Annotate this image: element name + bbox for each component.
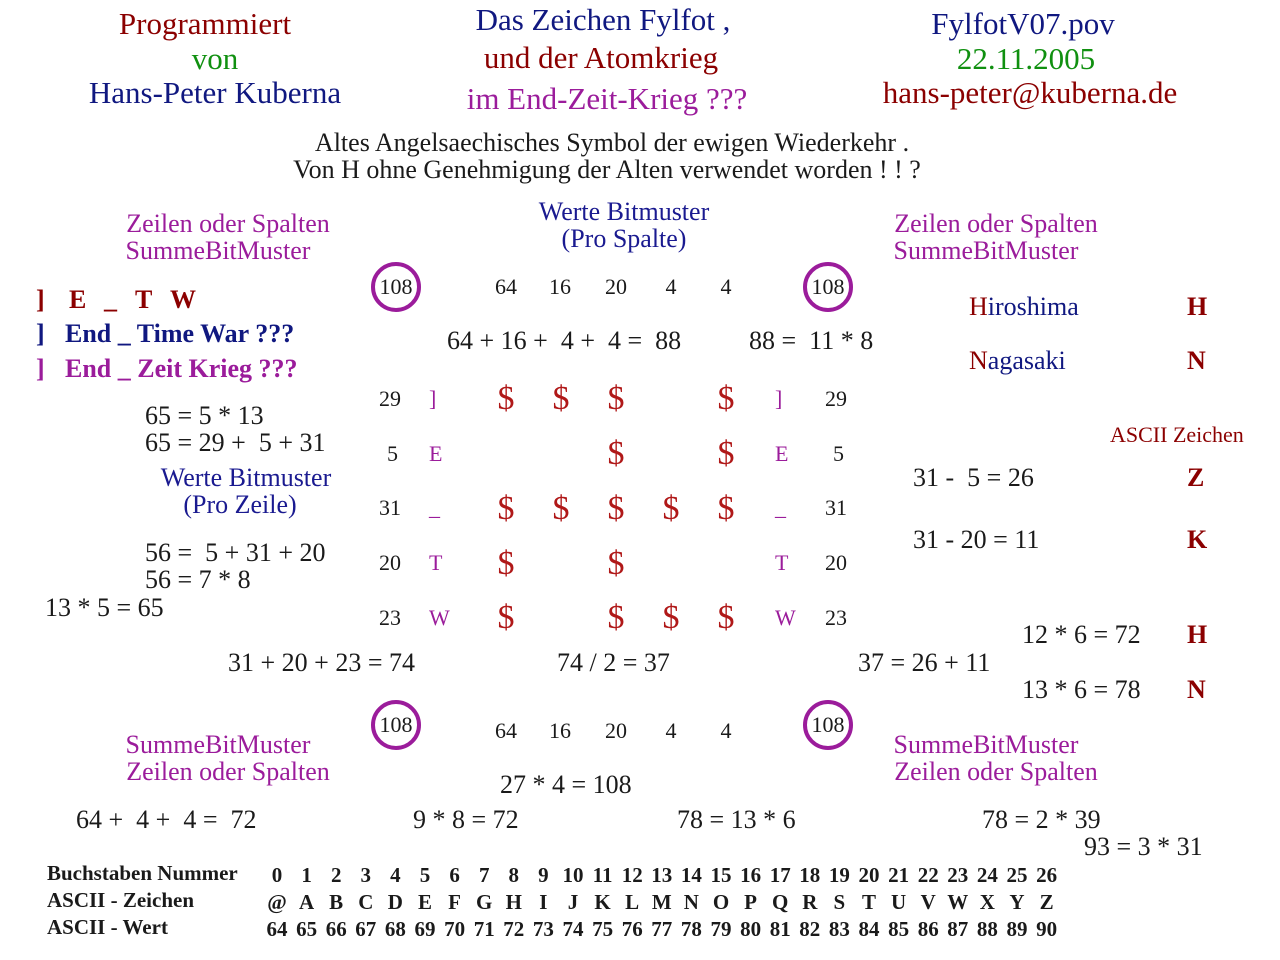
fylfot-dollar-cell: $ [607,545,625,582]
row-char-right: ] [775,386,783,411]
header-von: von [191,41,239,76]
ascii-value-cell: 89 [1006,917,1028,941]
label-zeilen-spalten-br: Zeilen oder Spalten [894,757,1098,786]
ascii-value-cell: 84 [858,917,880,941]
eq-9-8: 9 * 8 = 72 [413,805,519,834]
ascii-number-cell: 23 [947,863,969,887]
eq-93-3: 93 = 3 * 31 [1084,832,1203,861]
ascii-value-cell: 78 [680,917,702,941]
fylfot-dollar-cell: $ [497,490,515,527]
sum-circle-bottom-right [803,700,853,750]
ascii-char-cell: B [329,890,344,914]
fylfot-dollar-cell: $ [662,599,680,636]
fylfot-dollar-cell: $ [717,490,735,527]
hiroshima-initial: H [969,292,988,321]
column-sum-factor: 88 = 11 * 8 [749,326,874,355]
intro-line-1: Altes Angelsaechisches Symbol der ewigen Wiederkehr . [314,128,910,157]
ascii-number-cell: 10 [562,863,584,887]
ascii-value-cell: 83 [828,917,850,941]
label-zeilen-spalten-tr: Zeilen oder Spalten [894,209,1098,238]
intro-line-2: Von H ohne Genehmigung der Alten verwendet worden ! ! ? [293,155,921,184]
sum-circle-value: 108 [379,274,413,299]
h-eq: 12 * 6 = 72 [1022,620,1141,649]
column-value-top: 4 [665,274,677,299]
ascii-number-cell: 19 [828,863,850,887]
ascii-char-cell: Y [1009,890,1025,914]
ascii-number-cell: 14 [680,863,702,887]
n-letter: N [1187,675,1206,704]
header-title: Das Zeichen Fylfot , [475,2,731,37]
row-char-left: T [429,550,443,575]
row-char-left: E [429,441,443,466]
label-pro-zeile: (Pro Zeile) [183,490,297,519]
ascii-number-cell: 4 [390,863,401,887]
column-value-top: 4 [720,274,732,299]
ascii-char-cell: R [802,890,818,914]
row-value-left: 31 [379,495,401,520]
row-value-left: 20 [379,550,401,575]
row-char-left: ] [429,386,437,411]
column-sum: 64 + 16 + 4 + 4 = 88 [447,326,682,355]
ascii-value-cell: 80 [740,917,762,941]
ascii-value-cell: 66 [325,917,347,941]
z-letter: Z [1187,463,1205,492]
ascii-value-cell: 69 [414,917,436,941]
column-value-bottom: 20 [605,718,627,743]
ascii-number-cell: 7 [478,863,490,887]
ascii-char-cell: W [947,890,969,914]
ascii-value-cell: 68 [384,917,406,941]
ascii-value-cell: 79 [710,917,732,941]
label-ascii-zeichen: ASCII Zeichen [1110,422,1244,447]
row-value-right: 31 [825,495,847,520]
fylfot-dollar-cell: $ [497,545,515,582]
k-letter: K [1187,525,1208,554]
ascii-value-cell: 76 [621,917,643,941]
nagasaki-letter: N [1187,346,1206,375]
ascii-value-cell: 71 [473,917,495,941]
sum-circle-top-left [371,262,421,312]
end-zeit-krieg: End _ Zeit Krieg ??? [65,354,298,383]
split-eq: 37 = 26 + 11 [858,648,991,677]
ascii-char-cell: @ [267,890,287,914]
ascii-number-cell: 22 [917,863,939,887]
row-value-left: 29 [379,386,401,411]
ascii-value-cell: 88 [976,917,998,941]
ascii-number-cell: 18 [799,863,821,887]
ascii-value-cell: 82 [799,917,821,941]
header-author: Hans-Peter Kuberna [88,75,342,110]
ascii-value-cell: 86 [917,917,939,941]
row-value-right: 5 [833,441,844,466]
eq-65-product: 65 = 5 * 13 [145,401,264,430]
hiroshima-rest: iroshima [987,292,1079,321]
column-value-bottom: 4 [665,718,677,743]
sum-circle-value: 108 [379,712,413,737]
row-value-right: 23 [825,605,847,630]
ascii-value-cell: 73 [532,917,554,941]
ascii-number-cell: 13 [651,863,673,887]
ascii-value-cell: 65 [296,917,318,941]
ascii-value-cell: 85 [888,917,910,941]
column-value-top: 20 [605,274,627,299]
etw-underscore: _ [104,285,117,314]
ascii-char-cell: X [979,890,995,914]
fylfot-dollar-cell: $ [607,490,625,527]
ascii-number-cell: 9 [538,863,549,887]
column-value-bottom: 4 [720,718,732,743]
half-eq: 74 / 2 = 37 [557,648,670,677]
row-value-right: 20 [825,550,847,575]
ascii-value-cell: 72 [503,917,525,941]
nagasaki-label [969,348,1066,374]
ascii-number-cell: 3 [360,863,372,887]
nagasaki-initial: N [969,346,988,375]
ascii-number-cell: 24 [976,863,998,887]
ascii-value-cell: 77 [651,917,673,941]
ascii-char-cell: H [505,890,522,914]
ascii-number-cell: 11 [592,863,613,887]
sum-circle-value: 108 [811,712,845,737]
ascii-value-cell: 75 [592,917,614,941]
end-zeit-bracket: ] [36,354,45,383]
ascii-number-cell: 1 [301,863,312,887]
row-char-right: E [775,441,789,466]
nagasaki-rest: agasaki [987,346,1066,375]
ascii-number-cell: 5 [419,863,431,887]
eq-72-sum: 64 + 4 + 4 = 72 [76,805,257,834]
fylfot-dollar-cell: $ [497,599,515,636]
ascii-char-cell: K [594,890,611,914]
label-pro-spalte: (Pro Spalte) [561,224,687,253]
ascii-number-cell: 8 [508,863,520,887]
ascii-char-cell: P [744,890,758,914]
label-zeilen-spalten-tl: Zeilen oder Spalten [126,209,330,238]
eq-27-4: 27 * 4 = 108 [500,770,632,799]
ascii-char-cell: F [448,890,462,914]
ascii-number-cell: 20 [858,863,880,887]
ascii-value-cell: 64 [266,917,288,941]
row-value-left: 5 [387,441,398,466]
row-sum-eq: 31 + 20 + 23 = 74 [228,648,415,677]
column-value-bottom: 16 [549,718,571,743]
fylfot-dollar-cell: $ [717,599,735,636]
ascii-value-cell: 67 [355,917,377,941]
fylfot-dollar-cell: $ [662,490,680,527]
header-filename: FylfotV07.pov [931,6,1115,41]
ascii-char-cell: S [833,890,846,914]
eq-78-13: 78 = 13 * 6 [677,805,796,834]
eq-13-5: 13 * 5 = 65 [45,593,164,622]
eq-56-sum: 56 = 5 + 31 + 20 [145,538,326,567]
ascii-label-char: ASCII - Zeichen [47,888,195,912]
row-char-right: T [775,550,789,575]
eq-78-2: 78 = 2 * 39 [982,805,1101,834]
ascii-char-cell: Z [1039,890,1054,914]
label-werte-bitmuster-left: Werte Bitmuster [160,463,332,492]
label-summe-bitmuster-br: SummeBitMuster [893,730,1079,759]
ascii-char-cell: G [476,890,493,914]
etw-e: E [69,285,87,314]
ascii-char-cell: D [387,890,403,914]
fylfot-dollar-cell: $ [717,435,735,472]
row-value-right: 29 [825,386,847,411]
header-date: 22.11.2005 [956,41,1096,76]
row-value-left: 23 [379,605,401,630]
ascii-char-cell: T [861,890,877,914]
etw-w: W [170,285,196,314]
row-char-left: _ [429,495,440,520]
header-subtitle: und der Atomkrieg [483,40,719,75]
ascii-number-cell: 21 [888,863,910,887]
ascii-number-cell: 0 [271,863,283,887]
label-summe-bitmuster-tl: SummeBitMuster [125,236,311,265]
fylfot-dollar-cell: $ [607,599,625,636]
sum-circle-bottom-left [371,700,421,750]
ascii-label-number: Buchstaben Nummer [47,861,238,885]
header-programmiert: Programmiert [118,6,292,41]
k-eq: 31 - 20 = 11 [913,525,1040,554]
column-value-bottom: 64 [495,718,517,743]
ascii-value-cell: 90 [1036,917,1058,941]
ascii-number-cell: 12 [621,863,643,887]
ascii-number-cell: 17 [769,863,791,887]
ascii-char-cell: U [891,890,907,914]
ascii-char-cell: E [417,890,433,914]
ascii-char-cell: M [651,890,672,914]
hiroshima-letter: H [1187,292,1208,321]
eq-56-product: 56 = 7 * 8 [145,565,251,594]
ascii-number-cell: 16 [740,863,762,887]
z-eq: 31 - 5 = 26 [913,463,1034,492]
sum-circle-value: 108 [811,274,845,299]
ascii-char-cell: C [358,890,374,914]
ascii-number-cell: 26 [1036,863,1058,887]
label-werte-bitmuster-top: Werte Bitmuster [538,197,710,226]
hiroshima-label [969,294,1079,320]
ascii-number-cell: 6 [449,863,460,887]
fylfot-dollar-cell: $ [607,435,625,472]
ascii-value-cell: 87 [947,917,969,941]
ascii-char-cell: Q [772,890,789,914]
row-char-right: _ [775,495,786,520]
ascii-char-cell: V [920,890,936,914]
column-value-top: 16 [549,274,571,299]
ascii-char-cell: L [625,890,640,914]
ascii-number-cell: 25 [1006,863,1028,887]
n-eq: 13 * 6 = 78 [1022,675,1141,704]
header-subtitle-2: im End-Zeit-Krieg ??? [466,81,748,116]
fylfot-dollar-cell: $ [497,380,515,417]
ascii-value-cell: 74 [562,917,584,941]
ascii-value-cell: 81 [769,917,791,941]
fylfot-dollar-cell: $ [607,380,625,417]
etw-t: T [135,285,153,314]
end-time-bracket: ] [36,319,45,348]
sum-circle-top-right [803,262,853,312]
row-char-left: W [429,605,450,630]
ascii-char-cell: J [567,890,579,914]
label-summe-bitmuster-bl: SummeBitMuster [125,730,311,759]
fylfot-dollar-cell: $ [552,380,570,417]
h-letter: H [1187,620,1208,649]
header-email: hans-peter@kuberna.de [882,75,1178,110]
label-summe-bitmuster-tr: SummeBitMuster [893,236,1079,265]
eq-65-sum: 65 = 29 + 5 + 31 [145,428,326,457]
end-time-war: End _ Time War ??? [65,319,295,348]
ascii-char-cell: N [683,890,699,914]
ascii-value-cell: 70 [444,917,466,941]
fylfot-dollar-cell: $ [717,380,735,417]
fylfot-dollar-cell: $ [552,490,570,527]
ascii-number-cell: 15 [710,863,732,887]
ascii-char-cell: O [712,890,730,914]
ascii-char-cell: I [539,890,548,914]
ascii-char-cell: A [299,890,315,914]
ascii-number-cell: 2 [330,863,342,887]
etw-bracket: ] [36,285,45,314]
column-value-top: 64 [495,274,517,299]
row-char-right: W [775,605,796,630]
label-zeilen-spalten-bl: Zeilen oder Spalten [126,757,330,786]
ascii-label-value: ASCII - Wert [47,915,168,939]
